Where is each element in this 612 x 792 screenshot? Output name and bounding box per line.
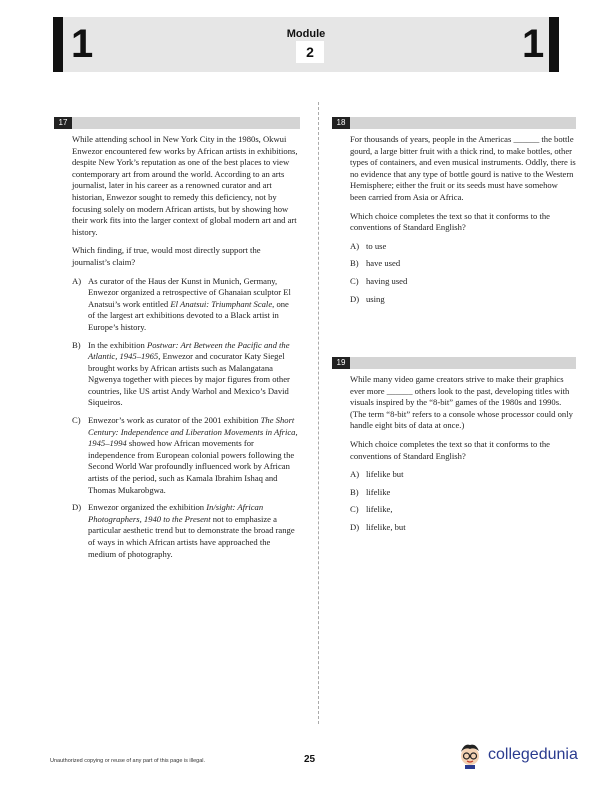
question-number-19: 19 [332,357,350,369]
question-bar-17 [54,117,300,129]
q17-choice-c[interactable]: C) Enwezor’s work as curator of the 2001 exhibition The Short Century: Independence and Liberation Movements in Africa, 1945–1994 showed how African movements for independence from European colonial powers following the Second World War profoundly influenced work by African artists of the period, such as Kamala Ibrahim Ishaq and Thomas Mukarobgwa. [72,415,298,495]
header-right-bar [549,17,559,72]
question-bar-18 [332,117,576,129]
q19-passage: While many video game creators strive to make their graphics ever more ______ others look to the past, developing titles with visuals inspired by the “8-bit” games of the 1980s and 1990s. (The term “8-bit” refers to a console whose processor could only handle eight bits of data at once.) [350,374,573,431]
module-number-left: 1 [71,22,94,66]
q17-choice-d[interactable]: D) Enwezor organized the exhibition In/sight: African Photographers, 1940 to the Present not to emphasize a particular aesthetic trend but to demonstrate the broad range of ways in which African artists have approached the medium of photography. [72,502,295,559]
question-number-18: 18 [332,117,350,129]
q18-question: Which choice completes the text so that it conforms to the conventions of Standard English? [350,210,550,233]
question-18 [350,134,576,311]
student-mascot-icon [456,741,484,769]
logo-text: collegedunia [488,746,578,763]
column-divider [318,102,319,724]
q19-choice-c[interactable]: C) lifelike, [350,504,393,515]
module-number-box: 2 [296,41,324,63]
question-bar-19 [332,357,576,369]
question-19 [350,374,576,540]
q18-choice-d[interactable]: D) using [350,293,385,304]
q19-choice-a[interactable]: A) lifelike but [350,469,404,480]
q17-choice-b[interactable]: B) In the exhibition Postwar: Art Between the Pacific and the Atlantic, 1945–1965, Enwezor and cocurator Katy Siegel brought works by African artists such as Malangatana Ngwenya together with pieces by major figures from other countries, like US artist Andy Warhol and Mexico’s David Siqueiros. [72,339,290,408]
question-number-17: 17 [54,117,72,129]
q19-choice-d[interactable]: D) lifelike, but [350,521,406,532]
module-number-right: 1 [522,22,545,66]
q19-choice-b[interactable]: B) lifelike [350,486,391,497]
q18-passage: For thousands of years, people in the Americas ______ the bottle gourd, a large bitter fruit with a thick rind, to make bottles, other types of containers, and even musical instruments. Oddly, there is no evidence that any type of bottle gourd is native to the Western Hemisphere; either the fruit or its seeds must have somehow been carried from Asia or Africa. [350,134,576,202]
collegedunia-logo[interactable] [456,740,578,770]
q19-question: Which choice completes the text so that it conforms to the conventions of Standard English? [350,438,550,461]
copyright-note: Unauthorized copying or reuse of any part of this page is illegal. [50,758,206,764]
q18-choice-c[interactable]: C) having used [350,275,408,286]
module-label: Module [286,28,326,40]
q17-choice-a[interactable]: A) As curator of the Haus der Kunst in Munich, Germany, Enwezor organized a retrospective of Ghanaian sculptor El Anatsui’s work entitled El Anatsui: Triumphant Scale, one of the largest art exhibitions devoted to a Black artist in Europe’s history. [72,275,291,332]
q18-choice-a[interactable]: A) to use [350,240,387,251]
q18-choice-b[interactable]: B) have used [350,258,401,269]
question-17 [72,134,298,566]
q17-passage: While attending school in New York City in the 1980s, Okwui Enwezor encountered few works by African artists in exhibitions, despite New York’s reputation as one of the best places to view contemporary art from around the world. According to an arts journalist, later in his career as a renowned curator and art historian, Enwezor sought to remedy this deficiency, not by focusing solely on modern African artists, but by showing how their work fits into the larger context of global modern art and art history. [72,134,298,237]
header-left-bar [53,17,63,72]
page-number: 25 [304,754,316,765]
q17-question: Which finding, if true, would most directly support the journalist’s claim? [72,245,261,267]
